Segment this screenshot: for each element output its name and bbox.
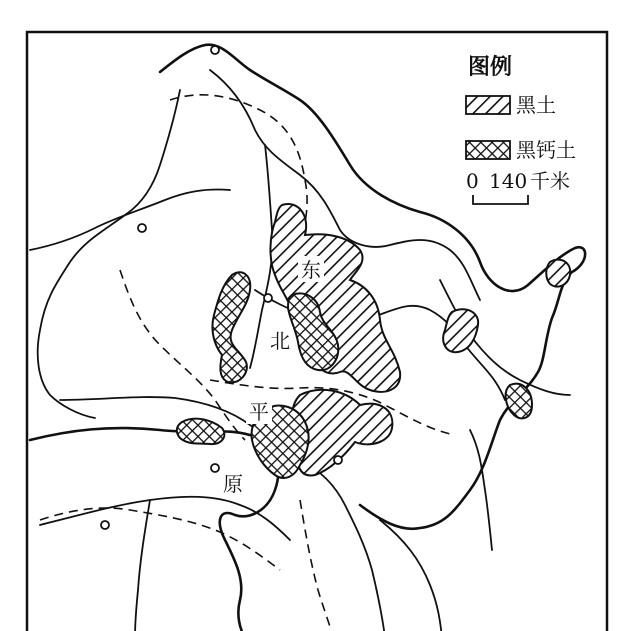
region-label-ping: 平 [249, 400, 269, 424]
river-south [300, 460, 385, 631]
river-southwest [40, 497, 290, 540]
legend-title: 图例 [468, 54, 513, 80]
region-label-dong: 东 [301, 258, 321, 282]
river-west-branch [30, 189, 230, 250]
black-calcic-soil-region [177, 419, 225, 444]
black-calcic-soil-region [212, 272, 250, 382]
scale-unit: 千米 [530, 169, 570, 193]
region-label-yuan: 原 [223, 472, 243, 496]
river-southeast [380, 520, 442, 631]
city-marker [211, 46, 219, 54]
city-marker [138, 224, 146, 232]
coastline [30, 428, 278, 631]
black-soil-region [443, 309, 478, 352]
city-marker [211, 464, 219, 472]
scale-zero: 0 [466, 169, 479, 193]
legend [455, 48, 595, 216]
region-label-bei: 北 [270, 329, 290, 353]
scale-value: 140 [489, 169, 528, 193]
city-marker [264, 294, 272, 302]
city-marker [334, 456, 342, 464]
river-tumen [470, 430, 492, 550]
black-calcic-soil-region [506, 384, 532, 419]
provincial-border-southeast [300, 500, 333, 631]
black-soil-region [546, 260, 570, 287]
legend-label-black-soil: 黑土 [516, 93, 556, 117]
legend-swatch-black-soil [466, 96, 510, 114]
legend-swatch-black-calcic-soil [466, 141, 510, 159]
legend-label-black-calcic-soil: 黑钙土 [516, 138, 576, 162]
river-bottom-left [135, 500, 150, 631]
city-marker [101, 521, 109, 529]
mountain-range-west [38, 90, 180, 418]
